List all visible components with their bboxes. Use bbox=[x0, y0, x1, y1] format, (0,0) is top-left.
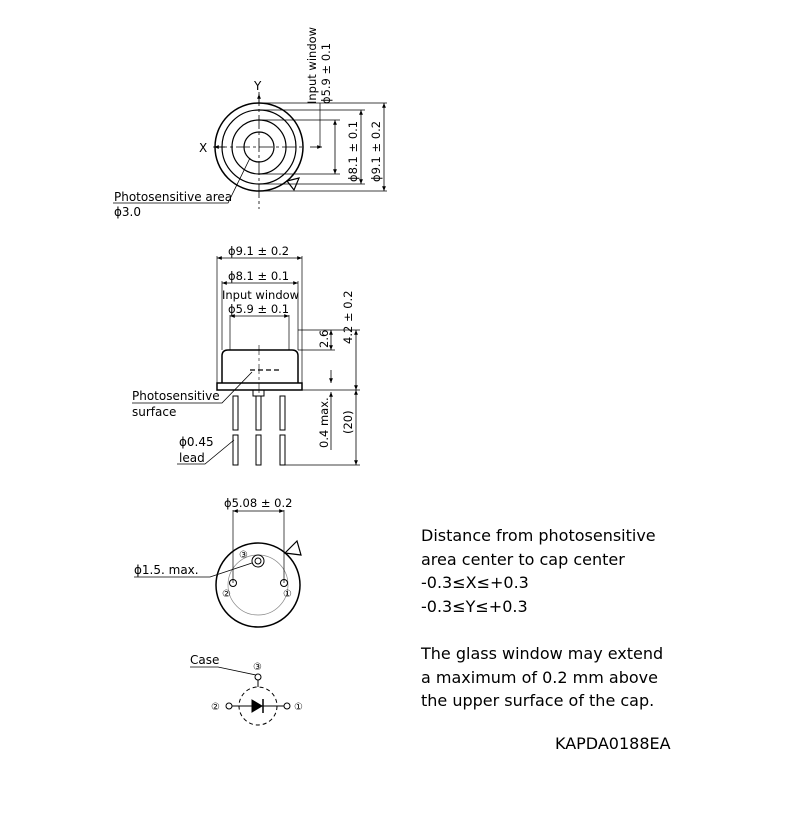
side-window-label: Input window bbox=[222, 288, 300, 302]
note-line6: a maximum of 0.2 mm above bbox=[421, 667, 658, 687]
bottom-pin2-label: ② bbox=[222, 589, 231, 600]
inner-cap-dim: ϕ8.1 ± 0.1 bbox=[346, 120, 360, 182]
side-inner-dim: ϕ8.1 ± 0.1 bbox=[228, 269, 290, 283]
pin-dim: ϕ1.5. max. bbox=[134, 563, 199, 577]
outer-cap-dim: ϕ9.1 ± 0.2 bbox=[369, 120, 383, 182]
cap-flange bbox=[217, 383, 302, 390]
side-window-dim: ϕ5.9 ± 0.1 bbox=[228, 302, 290, 316]
diode-symbol bbox=[252, 700, 262, 712]
total-height-dim: 4.2 ± 0.2 bbox=[341, 290, 355, 344]
lead-mid-upper bbox=[256, 396, 261, 430]
axis-y-label: Y bbox=[254, 79, 262, 93]
input-window-dim: ϕ5.9 ± 0.1 bbox=[319, 42, 333, 104]
bottom-pin1-label: ① bbox=[283, 589, 292, 600]
glass-window-note bbox=[421, 642, 663, 713]
lead-dim: ϕ0.45 bbox=[179, 435, 214, 449]
pin-3-ring bbox=[252, 555, 264, 567]
side-outer-dim: ϕ9.1 ± 0.2 bbox=[228, 244, 290, 258]
schematic bbox=[190, 667, 290, 725]
note-line1: Distance from photosensitive bbox=[421, 526, 656, 545]
offset-note bbox=[421, 524, 656, 618]
note-line4: -0.3≤Y≤+0.3 bbox=[421, 596, 528, 616]
lead-left-lower bbox=[233, 435, 238, 465]
lead-length-dim: (20) bbox=[341, 410, 355, 434]
pin-circle-dim: ϕ5.08 ± 0.2 bbox=[224, 496, 293, 510]
note-line2: area center to cap center bbox=[421, 549, 625, 569]
cap-body bbox=[222, 350, 298, 383]
drawing-code: KAPDA0188EA bbox=[555, 734, 671, 753]
bottom-pin3-label: ③ bbox=[239, 550, 248, 561]
axis-x-label: X bbox=[199, 141, 208, 155]
input-window-label: Input window bbox=[305, 26, 319, 104]
schematic-pin2-label: ② bbox=[211, 702, 220, 713]
terminal-1 bbox=[284, 703, 290, 709]
pin-3-hole bbox=[255, 558, 261, 564]
lead-left-upper bbox=[233, 396, 238, 430]
note-line7: the upper surface of the cap. bbox=[421, 691, 655, 710]
terminal-2 bbox=[226, 703, 232, 709]
note-line5: The glass window may extend bbox=[421, 644, 664, 663]
case-label: Case bbox=[190, 653, 220, 667]
note-line3: -0.3≤X≤+0.3 bbox=[421, 573, 529, 592]
lead-label: lead bbox=[179, 451, 205, 465]
photosensitive-area-label: Photosensitive area bbox=[114, 190, 233, 204]
photosensitive-area-dim: ϕ3.0 bbox=[114, 205, 141, 219]
offset-dim: 0.4 max. bbox=[317, 397, 331, 448]
lead-right-lower bbox=[280, 435, 285, 465]
surface-label-line2: surface bbox=[132, 405, 177, 419]
schematic-pin3-label: ③ bbox=[253, 662, 262, 673]
lead-right-upper bbox=[280, 396, 285, 430]
lead-mid-lower bbox=[256, 435, 261, 465]
surface-label-line1: Photosensitive bbox=[132, 389, 220, 403]
cap-height-dim: 2.6 bbox=[317, 329, 331, 348]
schematic-pin1-label: ① bbox=[294, 702, 303, 713]
bottom-tab bbox=[285, 541, 301, 555]
